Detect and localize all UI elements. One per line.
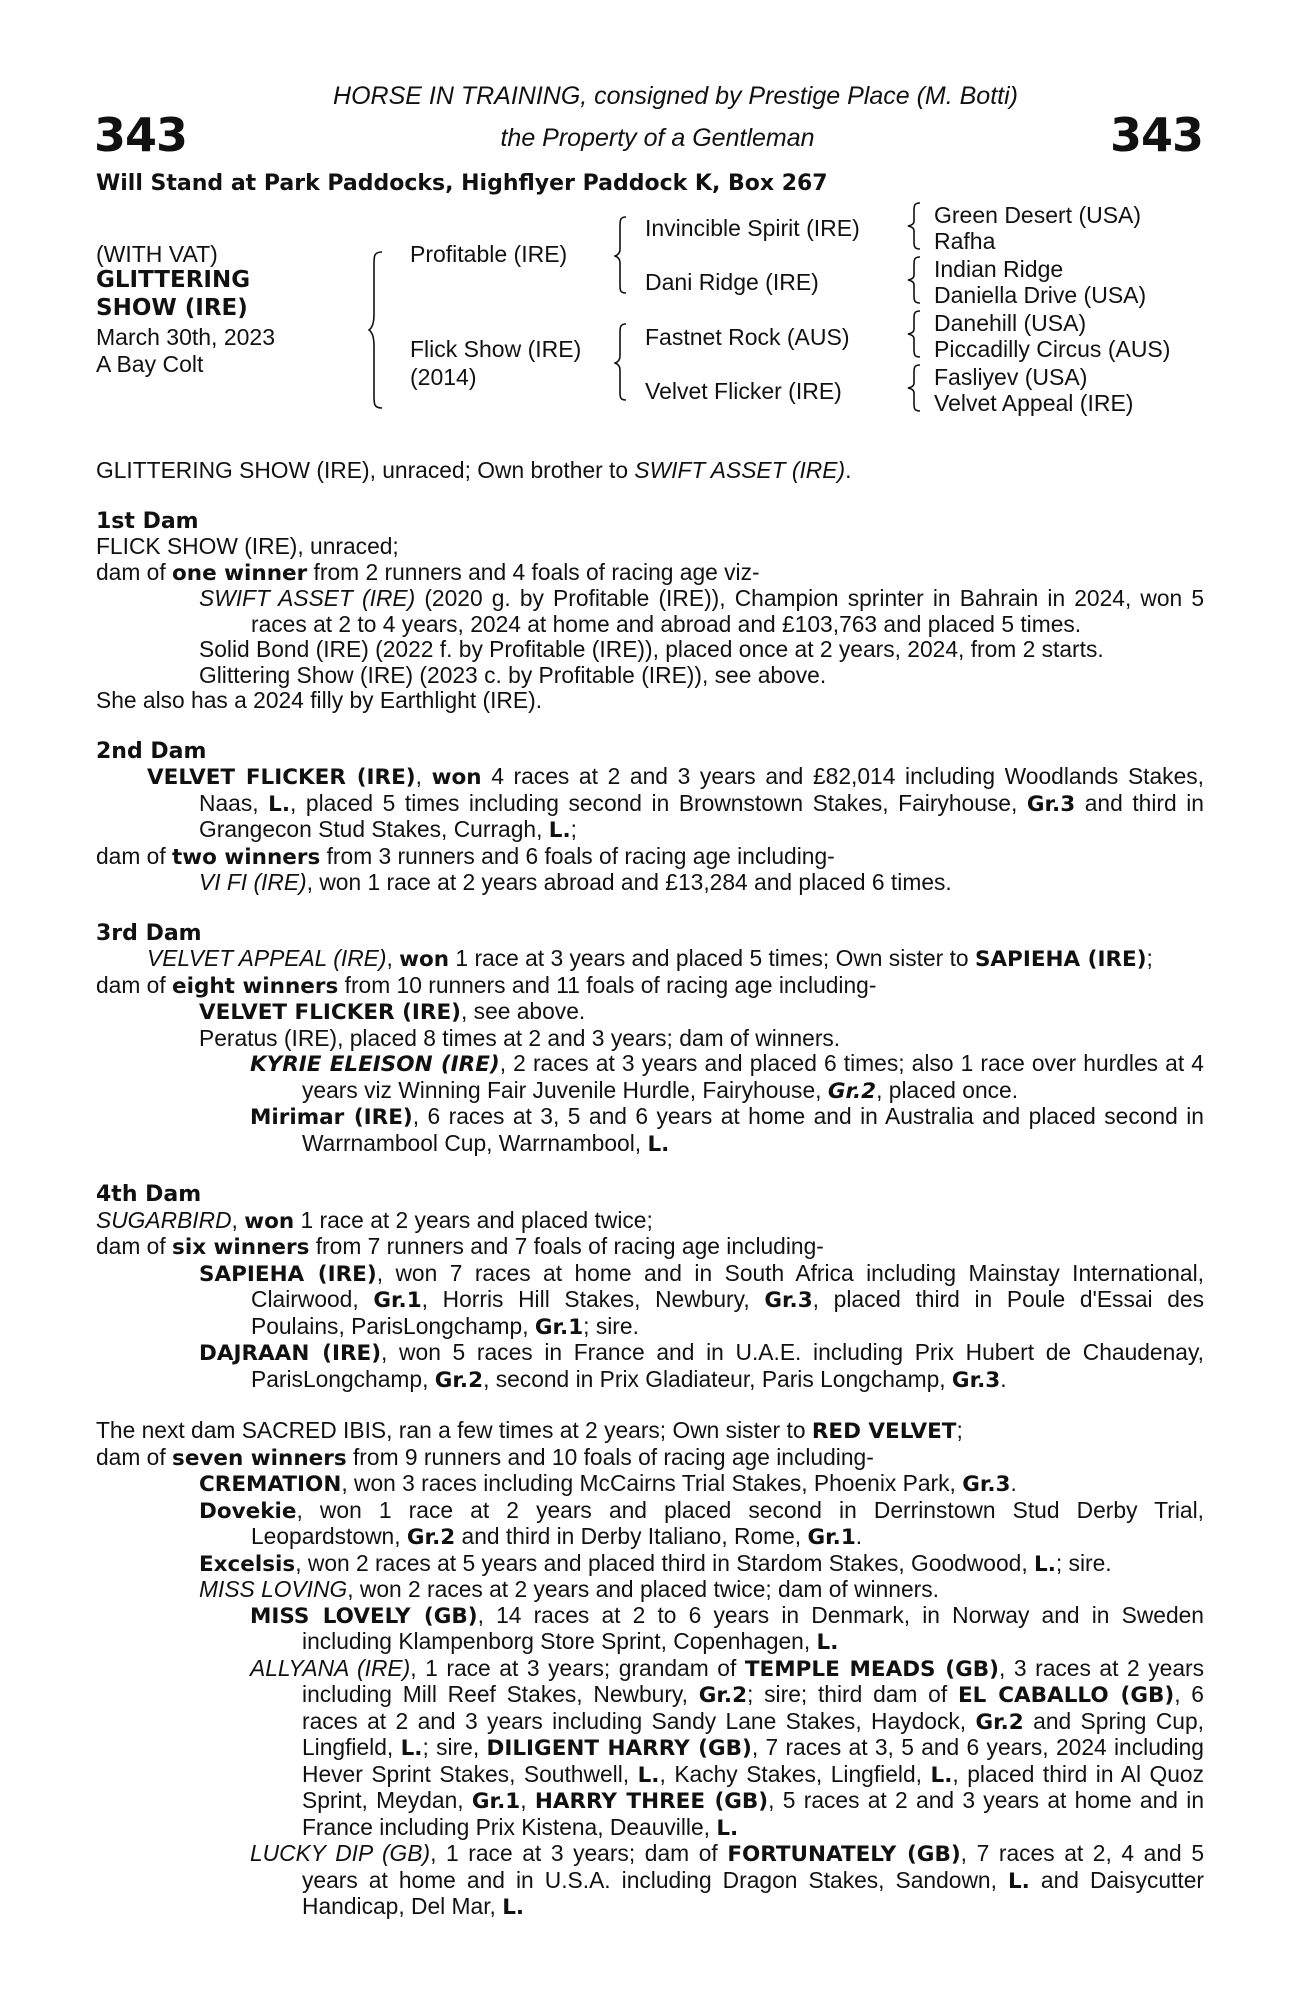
pedigree-dam: Flick Show (IRE) [410,336,582,362]
pedigree-brace-sire [614,215,634,295]
pedigree-dam-year: (2014) [410,364,477,390]
intro-paragraph: GLITTERING SHOW (IRE), unraced; Own brother to SWIFT ASSET (IRE). [96,457,852,483]
third-dam-grandchild-1: KYRIE ELEISON (IRE), 2 races at 3 years and placed 6 times; also 1 race over hurdles at 4 years viz Winning Fair Juvenile Hurdle, Fairyhouse, Gr.2, placed once. [250,1050,1204,1104]
third-dam-runner-1: VELVET FLICKER (IRE), see above. [199,998,586,1025]
pedigree-brace-main [368,250,394,410]
next-dam-grandchild-1: MISS LOVELY (GB), 14 races at 2 to 6 years in Denmark, in Norway and in Sweden including Klampenborg Store Sprint, Copenhagen, L. [250,1601,1204,1655]
horse-description: A Bay Colt [96,351,204,377]
third-dam-runner-2: Peratus (IRE), placed 8 times at 2 and 3 years; dam of winners. [199,1024,841,1051]
property-line: the Property of a Gentleman [500,124,815,152]
pedigree-brace-ggp-2 [906,255,924,305]
third-dam-grandchild-2: Mirimar (IRE), 6 races at 3, 5 and 6 years at home and in Australia and placed second in Warrnambool Cup, Warrnambool, L. [250,1103,1204,1157]
first-dam-runner-2: Solid Bond (IRE) (2022 f. by Profitable (IRE)), placed once at 2 years, 2024, from 2 starts. [199,636,1104,662]
pedigree-dam-dam: Velvet Flicker (IRE) [645,378,842,404]
next-dam-record: The next dam SACRED IBIS, ran a few times at 2 years; Own sister to RED VELVET; [96,1417,963,1444]
next-dam-runner-4: MISS LOVING, won 2 races at 2 years and placed twice; dam of winners. [199,1576,939,1602]
first-dam-runner-3: Glittering Show (IRE) (2023 c. by Profitable (IRE)), see above. [199,661,827,688]
second-dam-record: VELVET FLICKER (IRE), won 4 races at 2 and 3 years and £82,014 including Woodlands Stakes, Naas, L., placed 5 times including second in Brownstown Stakes, Fairyhouse, Gr.3 and third in Grangecon Stud Stakes, Curragh, L.; [147,763,1204,843]
pedigree-sire-dam: Dani Ridge (IRE) [645,269,819,295]
horse-name-line2: SHOW (IRE) [96,295,248,321]
fourth-dam-heading: 4th Dam [96,1182,202,1207]
first-dam-section [96,509,1204,714]
next-dam-runner-1: CREMATION, won 3 races including McCairns Trial Stakes, Phoenix Park, Gr.3. [199,1470,1017,1497]
first-dam-heading: 1st Dam [96,508,199,534]
third-dam-heading: 3rd Dam [96,920,202,946]
next-dam-grandchild-2: ALLYANA (IRE), 1 race at 3 years; grandam of TEMPLE MEADS (GB), 3 races at 2 years including Mill Reef Stakes, Newbury, Gr.2; sire; third dam of EL CABALLO (GB), 6 races at 2 and 3 years including Sandy Lane Stakes, Haydock, Gr.2 and Spring Cup, Lingfield, L.; sire, DILIGENT HARRY (GB), 7 races at 3, 5 and 6 years, 2024 including Hever Sprint Stakes, Southwell, L., Kachy Stakes, Lingfield, L., placed third in Al Quoz Sprint, Meydan, Gr.1, HARRY THREE (GB), 5 races at 2 and 3 years at home and in France including Prix Kistena, Deauville, L. [250,1654,1205,1841]
fourth-dam-runner-2: DAJRAAN (IRE), won 5 races in France and in U.A.E. including Prix Hubert de Chaudenay, ParisLongchamp, Gr.2, second in Prix Gladiateur, Paris Longchamp, Gr.3. [199,1339,1205,1393]
third-dam-section [96,921,1204,1158]
next-dam-grandchild-3: LUCKY DIP (GB), 1 race at 3 years; dam of FORTUNATELY (GB), 7 races at 2, 4 and 5 years at home and in U.S.A. including Dragon Stakes, Sandown, L. and Daisycutter Handicap, Del Mar, L. [250,1840,1204,1920]
next-dam-produce-summary: dam of seven winners from 9 runners and 10 foals of racing age including- [96,1443,874,1471]
first-dam-line: FLICK SHOW (IRE), unraced; [96,533,399,559]
third-dam-record: VELVET APPEAL (IRE), won 1 race at 3 years and placed 5 times; Own sister to SAPIEHA (IRE); [147,945,1153,972]
pedigree-ggp-6: Piccadilly Circus (AUS) [934,336,1171,362]
pedigree-ggp-2: Rafha [934,228,996,254]
vat-note: (WITH VAT) [96,241,218,267]
consignment-line: HORSE IN TRAINING, consigned by Prestige Place (M. Botti) [333,82,1018,110]
first-dam-runner-1: SWIFT ASSET (IRE) (2020 g. by Profitable (IRE)), Champion sprinter in Bahrain in 2024, won 5 races at 2 to 4 years, 2024 at home and abroad and £103,763 and placed 5 times. [199,585,1204,637]
horse-name-line1: GLITTERING [96,267,251,293]
pedigree-dam-sire: Fastnet Rock (AUS) [645,324,850,350]
lot-number-right: 343 [1109,108,1203,162]
catalogue-body [96,458,1204,1921]
first-dam-note: She also has a 2024 filly by Earthlight (IRE). [96,687,543,713]
second-dam-heading: 2nd Dam [96,738,207,764]
pedigree-brace-ggp-4 [906,363,924,413]
second-dam-section [96,739,1204,896]
next-dam-runner-2: Dovekie, won 1 race at 2 years and placed second in Derrinstown Stud Derby Trial, Leopardstown, Gr.2 and third in Derby Italiano, Rome, Gr.1. [199,1496,1204,1550]
pedigree-brace-ggp-1 [906,201,924,251]
pedigree-ggp-3: Indian Ridge [934,256,1064,282]
pedigree-ggp-8: Velvet Appeal (IRE) [934,390,1134,416]
fourth-dam-section [96,1182,1204,1393]
fourth-dam-produce-summary: dam of six winners from 7 runners and 7 foals of racing age including- [96,1233,824,1260]
pedigree-sire: Profitable (IRE) [410,241,568,267]
next-dam-section [96,1418,1204,1921]
pedigree-ggp-7: Fasliyev (USA) [934,364,1088,390]
pedigree-ggp-4: Daniella Drive (USA) [934,282,1147,308]
second-dam-runner-1: VI FI (IRE), won 1 race at 2 years abroad and £13,284 and placed 6 times. [199,869,952,895]
fourth-dam-runner-1: SAPIEHA (IRE), won 7 races at home and in South Africa including Mainstay International, Clairwood, Gr.1, Horris Hill Stakes, Newbury, Gr.3, placed third in Poule d'Essai des Poulains, ParisLongchamp, Gr.1; sire. [199,1259,1205,1340]
third-dam-produce-summary: dam of eight winners from 10 runners and 11 foals of racing age including- [96,971,877,999]
pedigree-ggp-1: Green Desert (USA) [934,202,1142,228]
foaling-date: March 30th, 2023 [96,324,276,350]
second-dam-produce-summary: dam of two winners from 3 runners and 6 foals of racing age including- [96,842,835,870]
pedigree-sire-sire: Invincible Spirit (IRE) [645,215,860,241]
next-dam-runner-3: Excelsis, won 2 races at 5 years and placed third in Stardom Stakes, Goodwood, L.; sire. [199,1549,1112,1577]
pedigree-ggp-5: Danehill (USA) [934,310,1087,336]
pedigree-brace-dam [614,322,634,402]
pedigree-brace-ggp-3 [906,309,924,359]
lot-number-left: 343 [94,108,188,162]
first-dam-produce-summary: dam of one winner from 2 runners and 4 foals of racing age viz- [96,558,760,586]
location-line: Will Stand at Park Paddocks, Highflyer Paddock K, Box 267 [96,171,828,196]
fourth-dam-record: SUGARBIRD, won 1 race at 2 years and placed twice; [96,1206,653,1234]
